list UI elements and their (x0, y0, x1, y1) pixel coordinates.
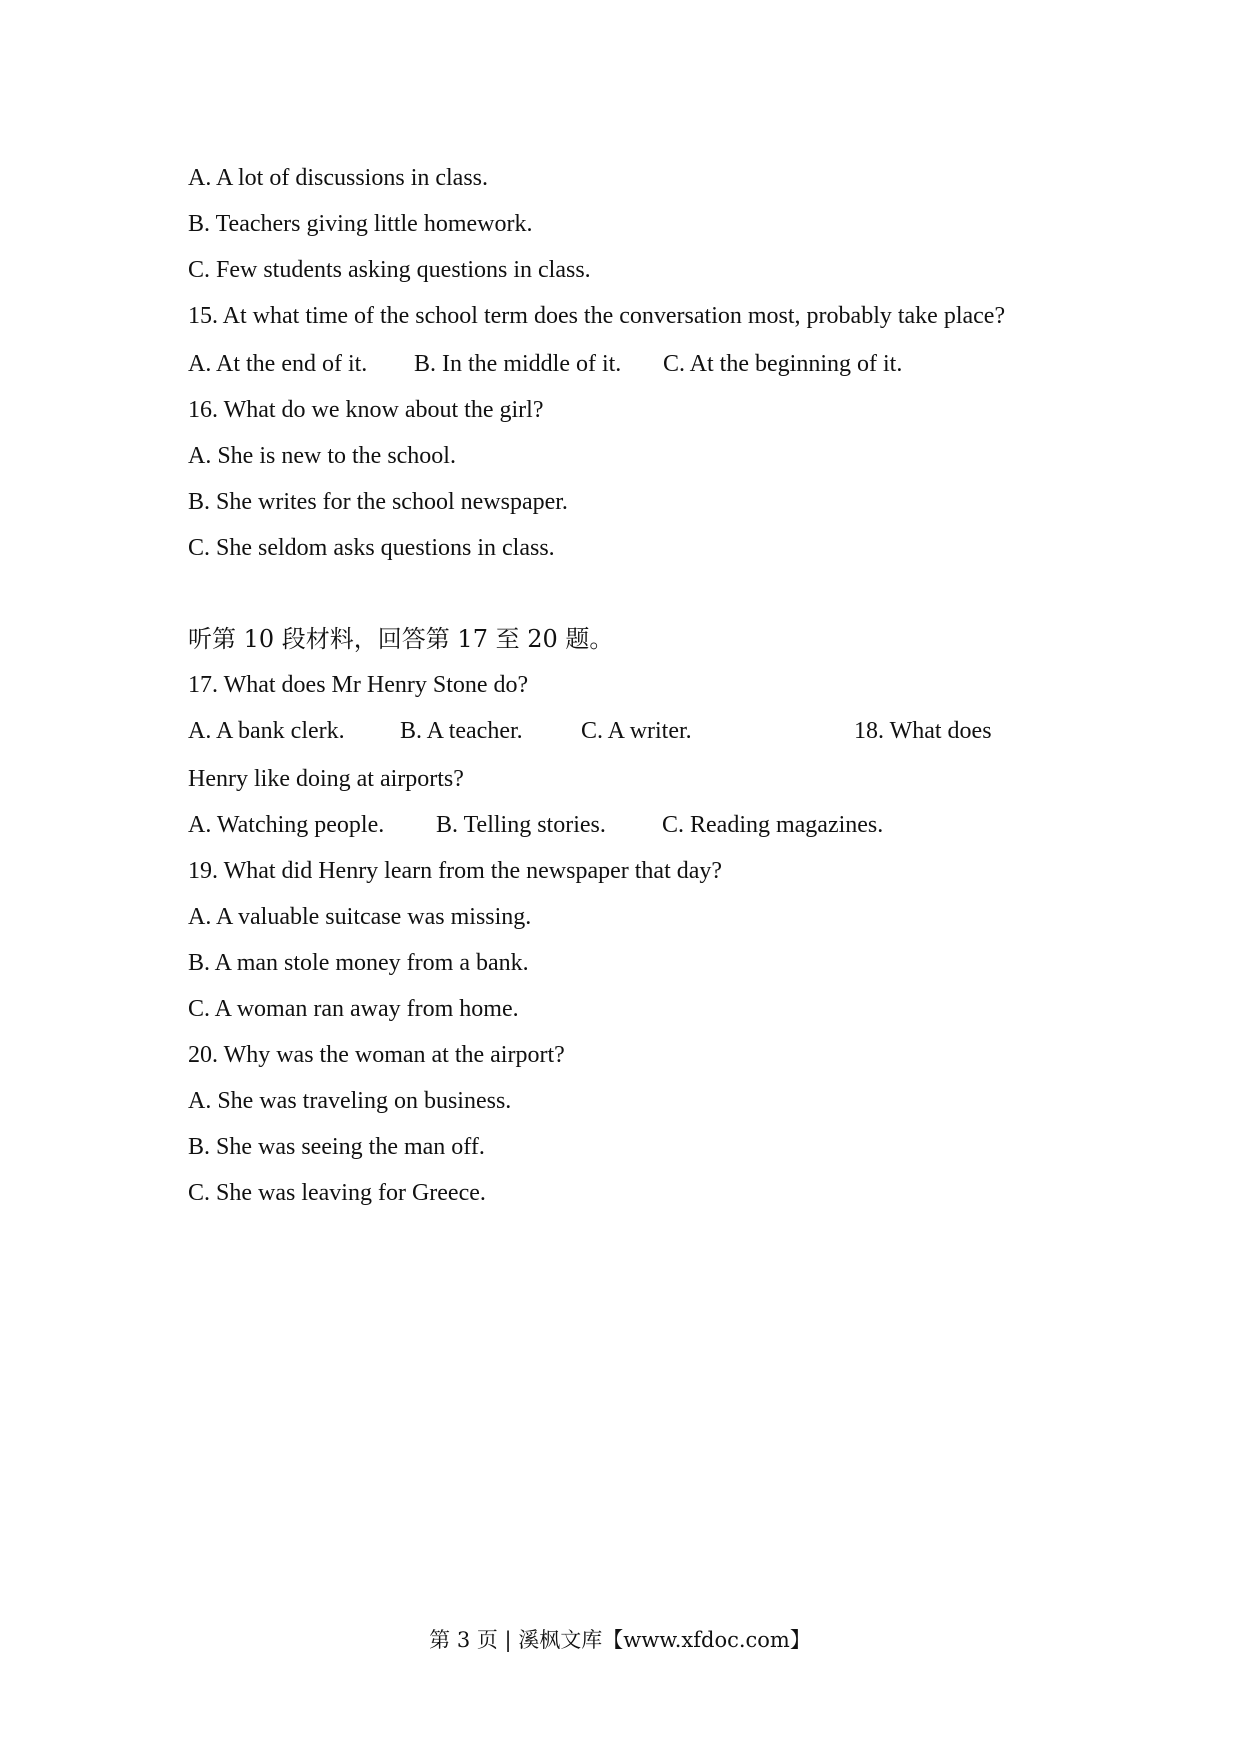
section-heading: 听第 10 段材料，回答第 17 至 20 题。 (188, 625, 614, 653)
q20-option-a: A. She was traveling on business. (188, 1088, 512, 1114)
q20-question: 20. Why was the woman at the airport? (188, 1042, 565, 1068)
q16-option-a: A. She is new to the school. (188, 443, 456, 469)
q17-option-c: C. A writer. (581, 718, 692, 744)
q19-option-a: A. A valuable suitcase was missing. (188, 904, 532, 930)
q19-option-b: B. A man stole money from a bank. (188, 950, 529, 976)
q14-option-b: B. Teachers giving little homework. (188, 211, 533, 237)
q16-option-b: B. She writes for the school newspaper. (188, 489, 568, 515)
q18-options-row (188, 810, 1068, 840)
q16-option-c: C. She seldom asks questions in class. (188, 535, 555, 561)
q15-option-c: C. At the beginning of it. (663, 351, 903, 377)
q14-option-a: A. A lot of discussions in class. (188, 165, 489, 191)
q15-options-row (188, 349, 1068, 379)
q17-question: 17. What does Mr Henry Stone do? (188, 672, 529, 698)
q15-option-a: A. At the end of it. (188, 351, 368, 377)
q18-option-b: B. Telling stories. (436, 812, 606, 838)
q19-question: 19. What did Henry learn from the newspaper that day? (188, 858, 723, 884)
q18-question-start: 18. What does (854, 718, 992, 744)
q16-question: 16. What do we know about the girl? (188, 397, 544, 423)
q18-option-a: A. Watching people. (188, 812, 385, 838)
q14-option-c: C. Few students asking questions in class. (188, 257, 591, 283)
q20-option-c: C. She was leaving for Greece. (188, 1180, 486, 1206)
q15-option-b: B. In the middle of it. (414, 351, 622, 377)
q17-options-row (188, 716, 1068, 746)
q19-option-c: C. A woman ran away from home. (188, 996, 519, 1022)
q20-option-b: B. She was seeing the man off. (188, 1134, 485, 1160)
page-footer: 第 3 页 | 溪枫文库【www.xfdoc.com】 (429, 1628, 811, 1652)
q17-option-b: B. A teacher. (400, 718, 523, 744)
q18-question-continued: Henry like doing at airports? (188, 766, 464, 792)
q18-option-c: C. Reading magazines. (662, 812, 884, 838)
q17-option-a: A. A bank clerk. (188, 718, 345, 744)
q15-question: 15. At what time of the school term does the conversation most, probably take place? (188, 303, 1006, 329)
